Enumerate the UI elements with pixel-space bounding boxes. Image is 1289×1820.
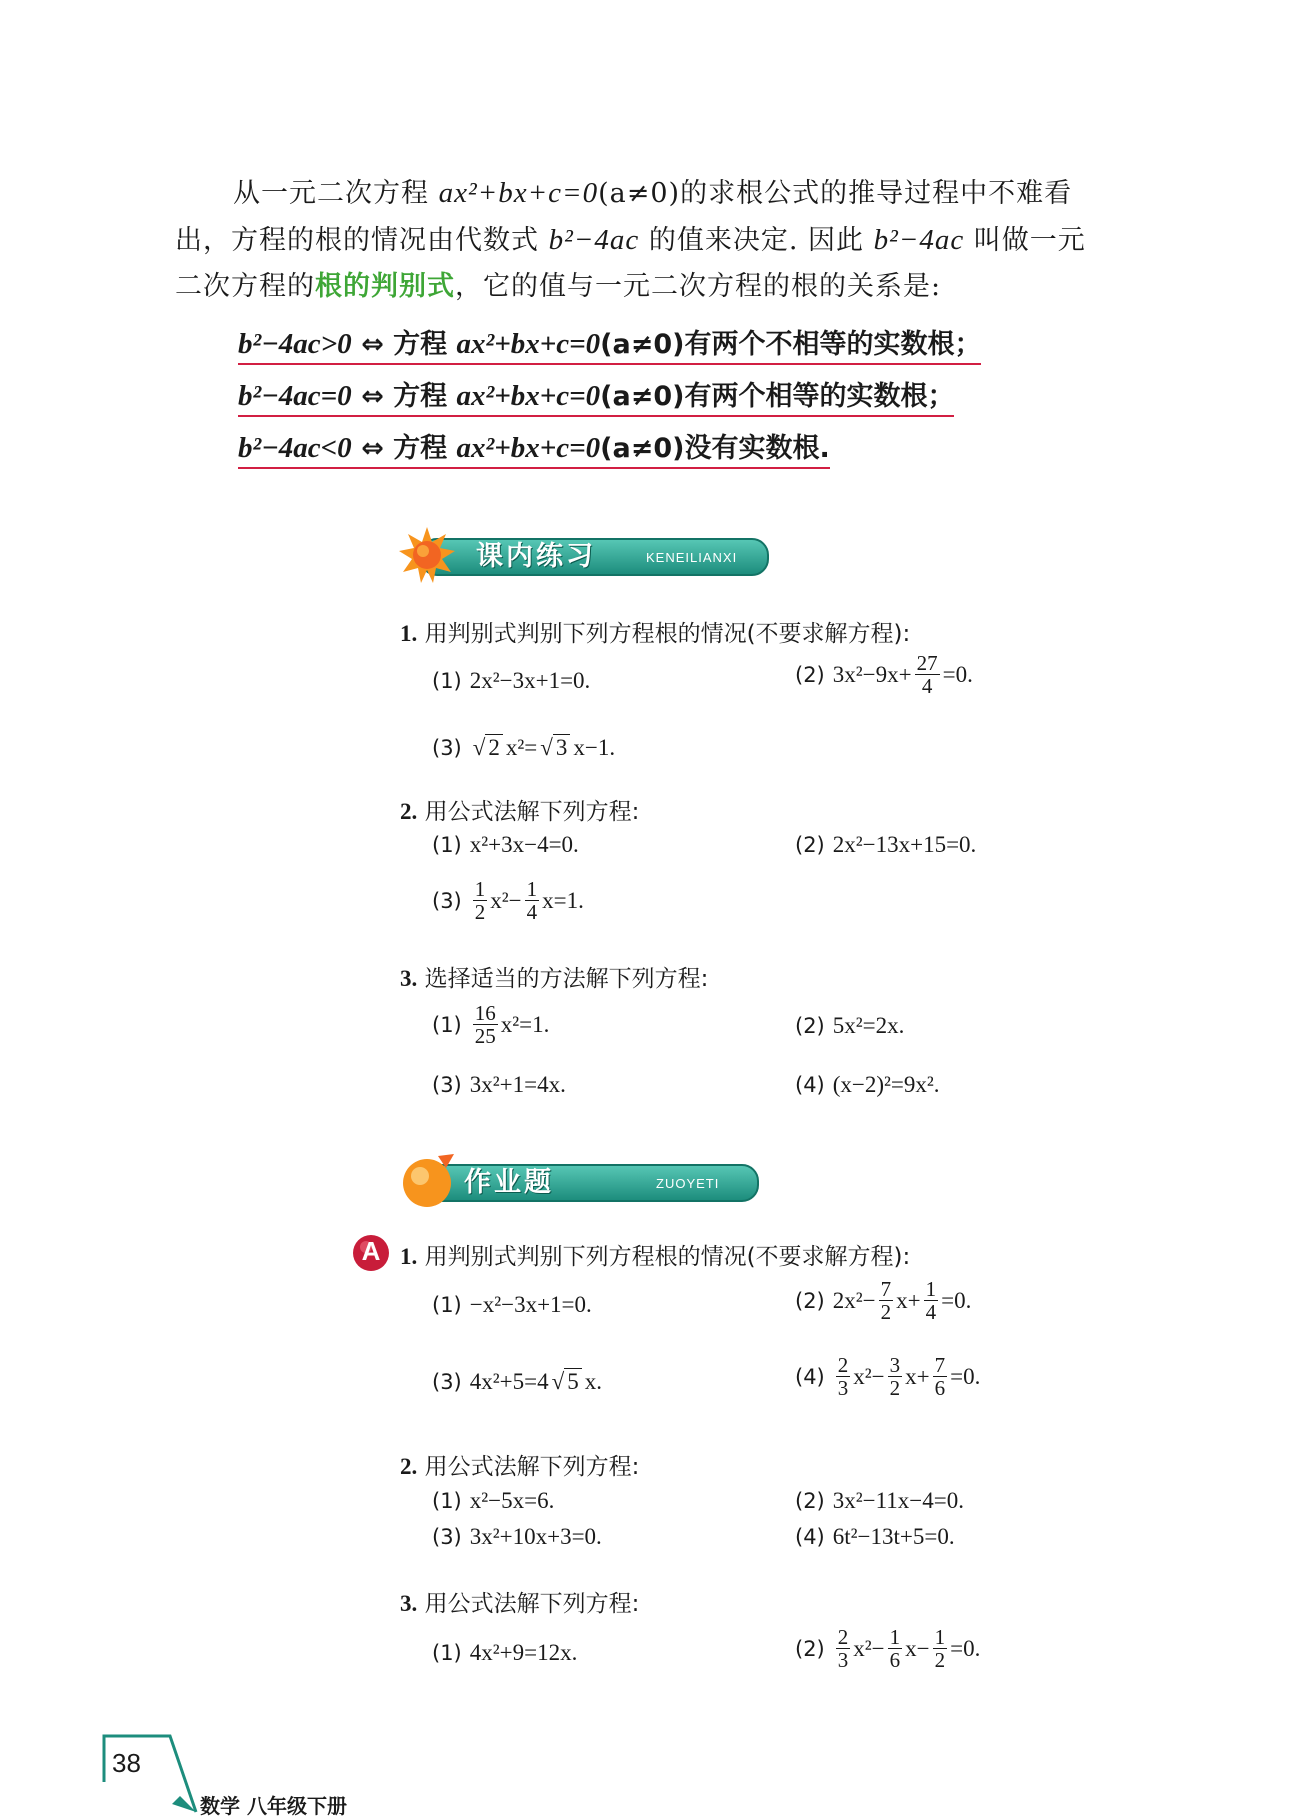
relation-zero: b²−4ac=0 ⇔ 方程 ax²+bx+c=0(a≠0)有两个相等的实数根； — [238, 374, 954, 417]
relation-positive: b²−4ac>0 ⇔ 方程 ax²+bx+c=0(a≠0)有两个不相等的实数根； — [238, 322, 981, 365]
homework-title: 作业题 — [464, 1167, 554, 1198]
sqrt: √ 2 — [473, 734, 503, 761]
homework-q2-item-1: (1) x²−5x=6. — [432, 1488, 555, 1513]
book-title: 数学 八年级下册 — [200, 1794, 347, 1818]
homework-q1-item-1: (1) −x²−3x+1=0. — [432, 1292, 592, 1317]
homework-q2: 2. 用公式法解下列方程: — [400, 1454, 640, 1480]
practice-q2-item-3: (3) $\frac{1}{2}$ x²− $\frac{1}{4}$ x=1. — [432, 877, 584, 924]
discriminant-expr: b²−4ac — [873, 224, 965, 256]
sqrt: √ 3 — [540, 734, 570, 761]
practice-title: 课内练习 — [476, 541, 596, 572]
homework-q3-item-2: (2) $\frac{2}{3}$ x²− $\frac{1}{6}$ x− $\frac{1}{2}$ =0. — [795, 1625, 981, 1672]
practice-q3-item-3: (3) 3x²+1=4x. — [432, 1072, 566, 1097]
practice-q2-item-1: (1) x²+3x−4=0. — [432, 832, 579, 857]
practice-q1-item-1: (1) 2x²−3x+1=0. — [432, 668, 591, 693]
key-term-discriminant: 根的判别式 — [315, 271, 455, 302]
practice-banner — [398, 524, 768, 586]
intro-line-2: 出，方程的根的情况由代数式 b²−4ac 的值来决定. 因此 b²−4ac 叫做一元 — [175, 224, 1086, 256]
practice-q1-item-2: (2) 3x²−9x+ $\frac{27}{4}$ =0. — [795, 651, 973, 698]
homework-q1-item-3: (3) 4x²+5=4 √ 5 x. — [432, 1368, 602, 1394]
practice-q1-item-3: (3) √ 2 x²= √ 3 x−1. — [432, 734, 616, 760]
homework-q2-item-3: (3) 3x²+10x+3=0. — [432, 1524, 602, 1549]
practice-q2: 2. 用公式法解下列方程: — [400, 799, 640, 825]
intro-line-3: 二次方程的根的判别式，它的值与一元二次方程的根的关系是: — [175, 271, 942, 302]
page-number: 38 — [112, 1748, 141, 1778]
orange-ball-icon — [398, 1152, 456, 1210]
relation-negative: b²−4ac<0 ⇔ 方程 ax²+bx+c=0(a≠0)没有实数根. — [238, 426, 830, 469]
homework-q2-item-4: (4) 6t²−13t+5=0. — [795, 1524, 955, 1549]
practice-q2-item-2: (2) 2x²−13x+15=0. — [795, 832, 977, 857]
practice-q3-item-2: (2) 5x²=2x. — [795, 1013, 905, 1038]
practice-subtitle: KENEILIANXI — [646, 550, 738, 565]
homework-q3-item-1: (1) 4x²+9=12x. — [432, 1640, 578, 1665]
homework-q3: 3. 用公式法解下列方程: — [400, 1591, 640, 1617]
intro-line-1: 从一元二次方程 ax²+bx+c=0(a≠0)的求根公式的推导过程中不难看 — [233, 177, 1073, 209]
general-equation: ax²+bx+c=0 — [438, 177, 599, 209]
homework-q1-item-2: (2) 2x²− $\frac{7}{2}$ x+ $\frac{1}{4}$ =0. — [795, 1277, 972, 1324]
homework-subtitle: ZUOYETI — [656, 1176, 720, 1191]
practice-q3: 3. 选择适当的方法解下列方程: — [400, 966, 709, 992]
fraction: $\frac{27}{4}$ — [916, 651, 938, 698]
intro-paragraph — [175, 170, 1185, 310]
homework-banner — [398, 1150, 758, 1212]
sun-icon — [398, 526, 456, 584]
homework-q1-item-4: (4) $\frac{2}{3}$ x²− $\frac{3}{2}$ x+ $\frac{7}{6}$ =0. — [795, 1353, 981, 1400]
practice-q3-item-4: (4) (x−2)²=9x². — [795, 1072, 940, 1097]
practice-q3-item-1: (1) $\frac{16}{25}$ x²=1. — [432, 1001, 550, 1048]
level-label: A — [361, 1236, 381, 1266]
level-a-badge — [352, 1234, 390, 1272]
discriminant-expr: b²−4ac — [548, 224, 640, 256]
practice-q1: 1. 用判别式判别下列方程根的情况(不要求解方程): — [400, 621, 911, 647]
homework-q1: 1. 用判别式判别下列方程根的情况(不要求解方程): — [400, 1244, 911, 1270]
homework-q2-item-2: (2) 3x²−11x−4=0. — [795, 1488, 964, 1513]
